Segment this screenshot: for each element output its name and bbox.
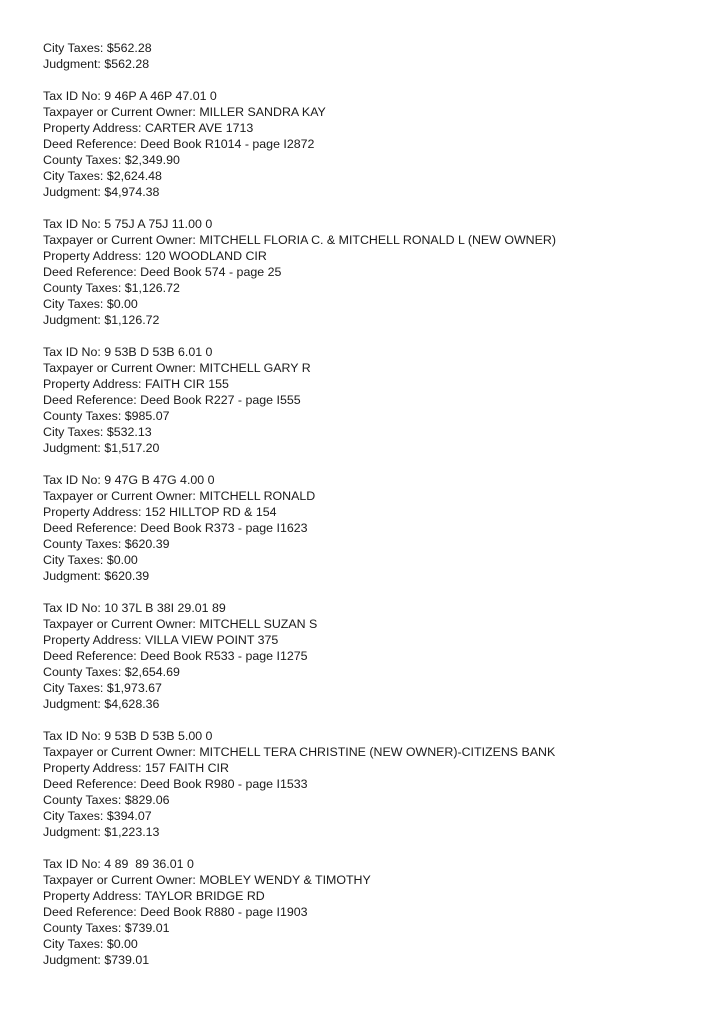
tax-id-line — [43, 344, 693, 360]
judgment-line — [43, 56, 693, 72]
city-taxes-value: $2,624.48 — [106, 169, 162, 183]
county-taxes-label: County Taxes: — [43, 409, 125, 423]
city-taxes-value: $0.00 — [106, 553, 138, 567]
tax-record — [43, 728, 693, 840]
deed-label: Deed Reference: — [43, 265, 141, 279]
deed-label: Deed Reference: — [43, 905, 141, 919]
tax-id-value: 10 37L B 38I 29.01 89 — [104, 601, 226, 615]
owner-line — [43, 488, 693, 504]
deed-line — [43, 264, 693, 280]
city-taxes-line — [43, 936, 693, 952]
owner-label: Taxpayer or Current Owner: — [43, 361, 200, 375]
tax-id-value: 5 75J A 75J 11.00 0 — [104, 217, 213, 231]
owner-line — [43, 232, 693, 248]
county-taxes-line — [43, 152, 693, 168]
address-value: 152 HILLTOP RD & 154 — [144, 505, 277, 519]
tax-id-line — [43, 856, 693, 872]
owner-value: MITCHELL TERA CHRISTINE (NEW OWNER)-CITIZENS BANK — [199, 745, 556, 759]
county-taxes-value: $620.39 — [124, 537, 170, 551]
deed-value: Deed Book R1014 - page I2872 — [140, 137, 315, 151]
address-line — [43, 504, 693, 520]
tax-record — [43, 344, 693, 456]
owner-label: Taxpayer or Current Owner: — [43, 745, 200, 759]
tax-id-label: Tax ID No: — [43, 601, 105, 615]
city-taxes-line — [43, 424, 693, 440]
tax-id-value: 9 53B D 53B 6.01 0 — [104, 345, 213, 359]
tax-id-line — [43, 600, 693, 616]
owner-label: Taxpayer or Current Owner: — [43, 105, 200, 119]
deed-label: Deed Reference: — [43, 777, 141, 791]
judgment-line — [43, 568, 693, 584]
county-taxes-line — [43, 920, 693, 936]
tax-record — [43, 600, 693, 712]
judgment-label: Judgment: — [43, 953, 105, 967]
city-taxes-label: City Taxes: — [43, 41, 107, 55]
tax-record — [43, 856, 693, 968]
county-taxes-value: $985.07 — [124, 409, 170, 423]
county-taxes-value: $739.01 — [124, 921, 170, 935]
judgment-line — [43, 440, 693, 456]
tax-id-label: Tax ID No: — [43, 217, 105, 231]
deed-value: Deed Book R533 - page I1275 — [140, 649, 308, 663]
judgment-value: $1,223.13 — [104, 825, 160, 839]
city-taxes-line — [43, 168, 693, 184]
judgment-label: Judgment: — [43, 697, 105, 711]
address-label: Property Address: — [43, 377, 145, 391]
city-taxes-value: $562.28 — [106, 41, 152, 55]
tax-id-line — [43, 216, 693, 232]
city-taxes-line — [43, 808, 693, 824]
tax-record — [43, 472, 693, 584]
address-label: Property Address: — [43, 249, 145, 263]
county-taxes-line — [43, 792, 693, 808]
judgment-line — [43, 312, 693, 328]
address-line — [43, 248, 693, 264]
tax-id-label: Tax ID No: — [43, 857, 105, 871]
owner-value: MITCHELL RONALD — [199, 489, 316, 503]
tax-id-label: Tax ID No: — [43, 89, 105, 103]
owner-line — [43, 616, 693, 632]
city-taxes-label: City Taxes: — [43, 297, 107, 311]
deed-value: Deed Book 574 - page 25 — [140, 265, 282, 279]
deed-label: Deed Reference: — [43, 521, 141, 535]
deed-label: Deed Reference: — [43, 137, 141, 151]
county-taxes-line — [43, 280, 693, 296]
tax-id-label: Tax ID No: — [43, 729, 105, 743]
tax-id-value: 9 46P A 46P 47.01 0 — [104, 89, 217, 103]
county-taxes-label: County Taxes: — [43, 793, 125, 807]
owner-line — [43, 360, 693, 376]
city-taxes-value: $394.07 — [106, 809, 152, 823]
judgment-label: Judgment: — [43, 569, 105, 583]
address-line — [43, 120, 693, 136]
tax-id-value: 4 89 89 36.01 0 — [104, 857, 194, 871]
judgment-value: $620.39 — [104, 569, 150, 583]
city-taxes-label: City Taxes: — [43, 937, 107, 951]
deed-value: Deed Book R880 - page I1903 — [140, 905, 308, 919]
city-taxes-value: $0.00 — [106, 937, 138, 951]
owner-line — [43, 872, 693, 888]
tax-record — [43, 88, 693, 200]
owner-value: MOBLEY WENDY & TIMOTHY — [199, 873, 371, 887]
judgment-value: $1,126.72 — [104, 313, 160, 327]
city-taxes-label: City Taxes: — [43, 169, 107, 183]
owner-line — [43, 104, 693, 120]
county-taxes-label: County Taxes: — [43, 153, 125, 167]
tax-id-line — [43, 472, 693, 488]
tax-record — [43, 216, 693, 328]
county-taxes-line — [43, 536, 693, 552]
deed-line — [43, 392, 693, 408]
city-taxes-line — [43, 296, 693, 312]
judgment-label: Judgment: — [43, 185, 105, 199]
judgment-label: Judgment: — [43, 57, 105, 71]
owner-label: Taxpayer or Current Owner: — [43, 873, 200, 887]
address-line — [43, 760, 693, 776]
deed-line — [43, 136, 693, 152]
address-value: CARTER AVE 1713 — [144, 121, 254, 135]
judgment-label: Judgment: — [43, 825, 105, 839]
owner-value: MILLER SANDRA KAY — [199, 105, 326, 119]
address-value: 157 FAITH CIR — [144, 761, 229, 775]
partial-record — [43, 40, 693, 72]
deed-line — [43, 648, 693, 664]
address-label: Property Address: — [43, 121, 145, 135]
address-value: TAYLOR BRIDGE RD — [144, 889, 265, 903]
county-taxes-label: County Taxes: — [43, 281, 125, 295]
county-taxes-value: $2,654.69 — [124, 665, 180, 679]
owner-label: Taxpayer or Current Owner: — [43, 489, 200, 503]
tax-id-label: Tax ID No: — [43, 345, 105, 359]
deed-line — [43, 520, 693, 536]
county-taxes-value: $829.06 — [124, 793, 170, 807]
county-taxes-label: County Taxes: — [43, 537, 125, 551]
tax-id-line — [43, 728, 693, 744]
city-taxes-label: City Taxes: — [43, 553, 107, 567]
city-taxes-value: $0.00 — [106, 297, 138, 311]
address-value: FAITH CIR 155 — [144, 377, 229, 391]
address-line — [43, 376, 693, 392]
address-label: Property Address: — [43, 761, 145, 775]
judgment-label: Judgment: — [43, 313, 105, 327]
county-taxes-value: $2,349.90 — [124, 153, 180, 167]
city-taxes-label: City Taxes: — [43, 809, 107, 823]
judgment-value: $562.28 — [104, 57, 150, 71]
city-taxes-label: City Taxes: — [43, 425, 107, 439]
owner-label: Taxpayer or Current Owner: — [43, 233, 200, 247]
judgment-line — [43, 184, 693, 200]
address-line — [43, 888, 693, 904]
owner-label: Taxpayer or Current Owner: — [43, 617, 200, 631]
judgment-value: $4,974.38 — [104, 185, 160, 199]
owner-line — [43, 744, 693, 760]
tax-id-value: 9 53B D 53B 5.00 0 — [104, 729, 213, 743]
owner-value: MITCHELL SUZAN S — [199, 617, 318, 631]
owner-value: MITCHELL GARY R — [199, 361, 311, 375]
deed-line — [43, 904, 693, 920]
judgment-label: Judgment: — [43, 441, 105, 455]
address-value: VILLA VIEW POINT 375 — [144, 633, 279, 647]
tax-id-line — [43, 88, 693, 104]
city-taxes-line — [43, 552, 693, 568]
county-taxes-label: County Taxes: — [43, 665, 125, 679]
judgment-value: $4,628.36 — [104, 697, 160, 711]
document-page — [43, 40, 693, 968]
owner-value: MITCHELL FLORIA C. & MITCHELL RONALD L (NEW OWNER) — [199, 233, 556, 247]
city-taxes-value: $532.13 — [106, 425, 152, 439]
judgment-line — [43, 824, 693, 840]
county-taxes-label: County Taxes: — [43, 921, 125, 935]
city-taxes-line — [43, 680, 693, 696]
address-label: Property Address: — [43, 889, 145, 903]
address-line — [43, 632, 693, 648]
tax-id-label: Tax ID No: — [43, 473, 105, 487]
judgment-line — [43, 952, 693, 968]
county-taxes-line — [43, 664, 693, 680]
city-taxes-line — [43, 40, 693, 56]
address-label: Property Address: — [43, 505, 145, 519]
deed-value: Deed Book R373 - page I1623 — [140, 521, 308, 535]
city-taxes-value: $1,973.67 — [106, 681, 162, 695]
judgment-value: $1,517.20 — [104, 441, 160, 455]
address-label: Property Address: — [43, 633, 145, 647]
tax-id-value: 9 47G B 47G 4.00 0 — [104, 473, 215, 487]
county-taxes-value: $1,126.72 — [124, 281, 180, 295]
address-value: 120 WOODLAND CIR — [144, 249, 267, 263]
judgment-value: $739.01 — [104, 953, 150, 967]
judgment-line — [43, 696, 693, 712]
deed-value: Deed Book R980 - page I1533 — [140, 777, 308, 791]
deed-value: Deed Book R227 - page I555 — [140, 393, 301, 407]
deed-label: Deed Reference: — [43, 393, 141, 407]
deed-line — [43, 776, 693, 792]
county-taxes-line — [43, 408, 693, 424]
city-taxes-label: City Taxes: — [43, 681, 107, 695]
deed-label: Deed Reference: — [43, 649, 141, 663]
